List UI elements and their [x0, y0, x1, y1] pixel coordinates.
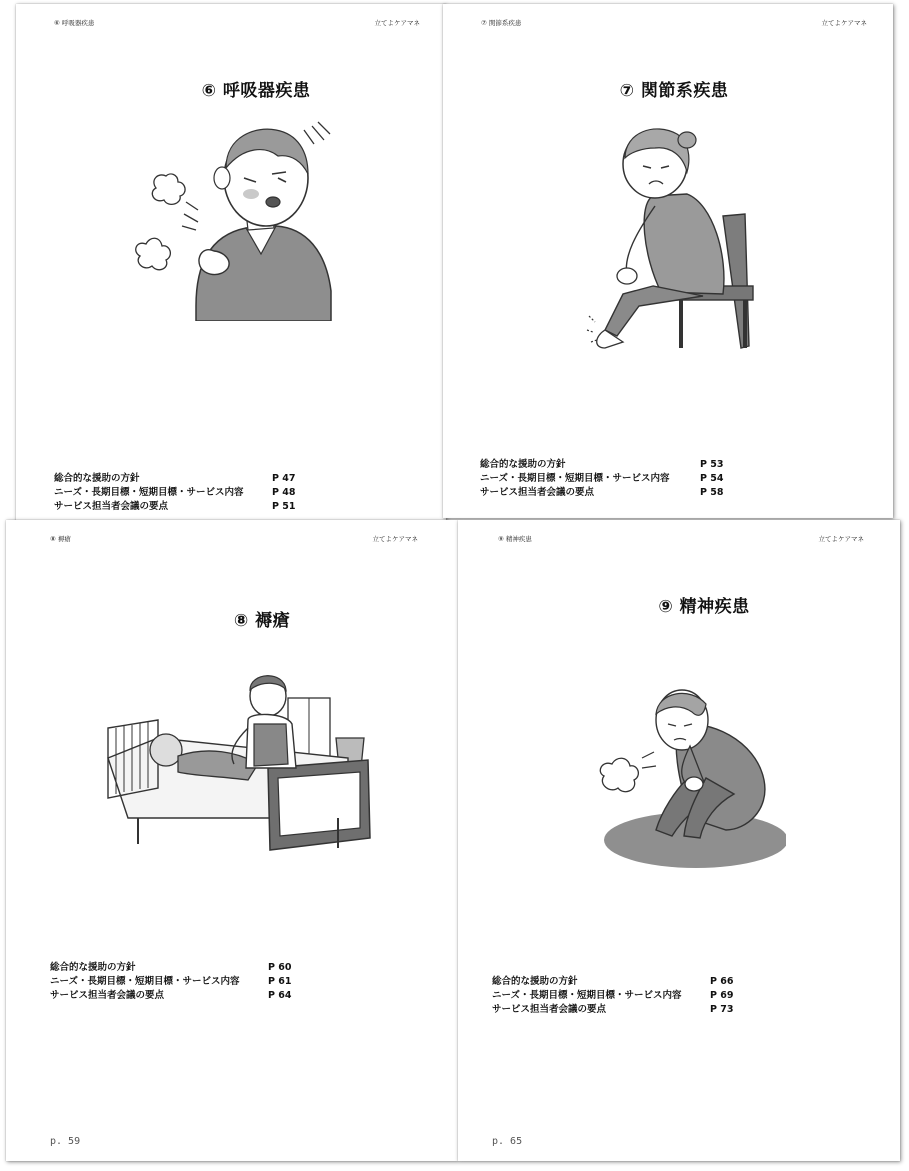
page-pressure-ulcer	[6, 520, 458, 1161]
coughing-man-illustration	[126, 116, 346, 321]
running-header-chapter: ⑨ 精神疾患	[498, 535, 532, 543]
running-header-book: 立てよケアマネ	[374, 19, 420, 27]
toc-label: 総合的な援助の方針	[480, 459, 566, 470]
toc-page: P 60	[268, 962, 292, 973]
toc-row[interactable]	[492, 975, 734, 989]
toc-label: サービス担当者会議の要点	[50, 990, 165, 1001]
table-of-contents	[54, 472, 296, 514]
toc-row[interactable]	[54, 500, 296, 514]
running-header-book: 立てよケアマネ	[372, 535, 418, 543]
running-header-chapter: ⑥ 呼吸器疾患	[54, 19, 95, 27]
toc-page: P 66	[710, 976, 734, 987]
caregiver-bed-illustration	[98, 668, 378, 868]
toc-page: P 64	[268, 990, 292, 1001]
toc-label: ニーズ・長期目標・短期目標・サービス内容	[50, 976, 240, 987]
toc-page: P 48	[272, 487, 296, 498]
running-header-chapter: ⑦ 関節系疾患	[481, 19, 522, 27]
toc-row[interactable]	[480, 486, 724, 500]
elderly-woman-chair-illustration	[583, 116, 763, 361]
toc-label: サービス担当者会議の要点	[54, 501, 169, 512]
toc-page: P 53	[700, 459, 724, 470]
toc-row[interactable]	[54, 486, 296, 500]
toc-label: サービス担当者会議の要点	[492, 1004, 607, 1015]
toc-row[interactable]	[480, 472, 724, 486]
table-of-contents	[50, 961, 292, 1003]
toc-page: P 73	[710, 1004, 734, 1015]
running-header-book: 立てよケアマネ	[821, 19, 867, 27]
toc-label: 総合的な援助の方針	[50, 962, 136, 973]
chapter-title: ⑧ 褥瘡	[233, 611, 291, 631]
running-header-chapter: ⑧ 褥瘡	[50, 535, 71, 543]
toc-row[interactable]	[54, 472, 296, 486]
page-joint-disease	[443, 4, 893, 518]
toc-label: ニーズ・長期目標・短期目標・サービス内容	[492, 990, 682, 1001]
toc-row[interactable]	[50, 961, 292, 975]
table-of-contents	[492, 975, 734, 1017]
depressed-man-illustration	[586, 670, 786, 870]
page-mental-illness	[458, 520, 900, 1161]
toc-label: 総合的な援助の方針	[492, 976, 578, 987]
toc-row[interactable]	[492, 989, 734, 1003]
toc-label: サービス担当者会議の要点	[480, 487, 595, 498]
page-number: p. 65	[492, 1136, 523, 1147]
chapter-title: ⑥ 呼吸器疾患	[201, 81, 311, 101]
toc-page: P 69	[710, 990, 734, 1001]
toc-page: P 54	[700, 473, 724, 484]
toc-row[interactable]	[50, 975, 292, 989]
toc-page: P 51	[272, 501, 296, 512]
page-number: p. 59	[50, 1136, 81, 1147]
page-respiratory	[16, 4, 446, 526]
chapter-title: ⑦ 関節系疾患	[619, 81, 729, 101]
table-of-contents	[480, 458, 724, 500]
chapter-title: ⑨ 精神疾患	[658, 597, 750, 617]
toc-page: P 47	[272, 473, 296, 484]
toc-row[interactable]	[480, 458, 724, 472]
toc-row[interactable]	[50, 989, 292, 1003]
toc-label: ニーズ・長期目標・短期目標・サービス内容	[480, 473, 670, 484]
running-header-book: 立てよケアマネ	[818, 535, 864, 543]
toc-row[interactable]	[492, 1003, 734, 1017]
toc-label: 総合的な援助の方針	[54, 473, 140, 484]
toc-page: P 58	[700, 487, 724, 498]
toc-page: P 61	[268, 976, 292, 987]
toc-label: ニーズ・長期目標・短期目標・サービス内容	[54, 487, 244, 498]
